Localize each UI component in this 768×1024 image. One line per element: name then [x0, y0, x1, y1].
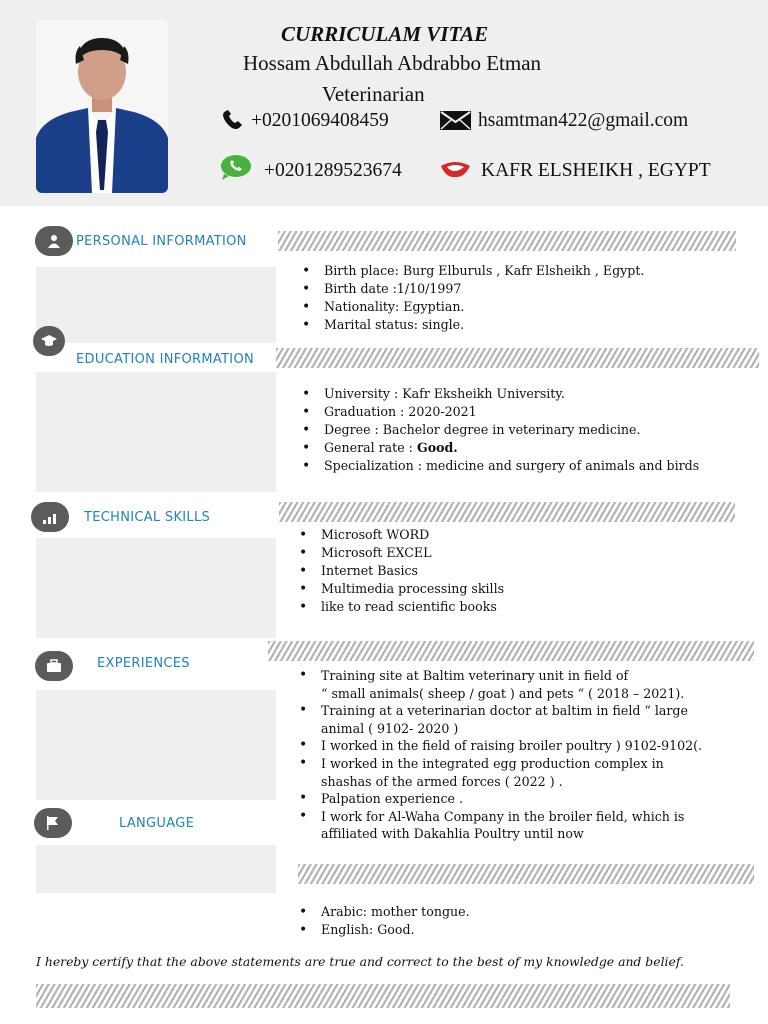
experiences-list	[297, 667, 702, 843]
language-list	[297, 903, 470, 939]
list-item: • Graduation : 2020-2021	[300, 403, 699, 421]
list-item: • Training at a veterinarian doctor at baltim in field “ large animal ( 9102- 2020 )	[297, 702, 702, 737]
phone-number-2: +0201289523674	[264, 160, 402, 181]
list-item: • I worked in the integrated egg production complex in shashas of the armed forces ( 2022 ) .	[297, 755, 702, 790]
section-divider	[279, 502, 735, 522]
sidebar-panel	[36, 845, 276, 893]
job-role: Veterinarian	[322, 82, 425, 106]
rate-value: Good.	[416, 440, 458, 455]
list-item: • Multimedia processing skills	[297, 580, 504, 598]
list-item: • Training site at Baltim veterinary unit in field of “ small animals( sheep / goat ) and pets “ ( 2018 – 2021).	[297, 667, 702, 702]
section-title-experiences: EXPERIENCES	[97, 656, 190, 671]
list-item: • like to read scientific books	[297, 598, 504, 616]
section-title-personal: PERSONAL INFORMATION	[76, 234, 247, 249]
envelope-icon	[440, 111, 471, 134]
section-divider	[268, 641, 754, 661]
section-title-language: LANGUAGE	[119, 816, 195, 831]
phone-icon	[222, 110, 244, 134]
sidebar-panel	[36, 538, 276, 638]
flag-icon	[34, 808, 72, 838]
list-item	[300, 439, 699, 457]
sidebar-panel	[36, 267, 276, 343]
list-item: • Birth place: Burg Elburuls , Kafr Elsheikh , Egypt.	[300, 262, 644, 280]
graduation-cap-icon	[33, 326, 65, 356]
rate-label: General rate :	[324, 440, 417, 455]
sidebar-panel	[36, 690, 276, 800]
list-item: • Nationality: Egyptian.	[300, 298, 644, 316]
list-item: • Specialization : medicine and surgery of animals and birds	[300, 457, 699, 475]
skills-list	[297, 526, 504, 616]
list-item: • English: Good.	[297, 921, 470, 939]
footer-divider	[36, 984, 730, 1008]
list-item: • Microsoft EXCEL	[297, 544, 504, 562]
list-item: • I work for Al-Waha Company in the broiler field, which is affiliated with Dakahlia Poultry until now	[297, 808, 702, 843]
location-icon	[440, 160, 471, 182]
whatsapp-icon	[220, 154, 252, 184]
list-item: • Internet Basics	[297, 562, 504, 580]
user-icon	[35, 226, 73, 256]
certification-statement: I hereby certify that the above statements are true and correct to the best of my knowledge and belief.	[36, 954, 684, 969]
personal-list	[300, 262, 644, 334]
list-item: • I worked in the field of raising broiler poultry ) 9102-9102(.	[297, 737, 702, 755]
list-item: • Palpation experience .	[297, 790, 702, 808]
list-item: • Birth date :1/10/1997	[300, 280, 644, 298]
cv-title: CURRICULAM VITAE	[281, 22, 489, 46]
full-name: Hossam Abdullah Abdrabbo Etman	[243, 51, 542, 75]
phone-number-1: +0201069408459	[251, 110, 389, 131]
list-item: • University : Kafr Eksheikh University.	[300, 385, 699, 403]
list-item: • Arabic: mother tongue.	[297, 903, 470, 921]
bar-chart-icon	[31, 502, 69, 532]
email-address: hsamtman422@gmail.com	[478, 110, 689, 131]
location-text: KAFR ELSHEIKH , EGYPT	[481, 160, 711, 181]
profile-photo	[36, 20, 168, 193]
list-item: • Microsoft WORD	[297, 526, 504, 544]
section-title-skills: TECHNICAL SKILLS	[84, 510, 211, 525]
list-item: • Degree : Bachelor degree in veterinary medicine.	[300, 421, 699, 439]
section-title-education: EDUCATION INFORMATION	[76, 352, 254, 367]
section-divider	[298, 864, 754, 884]
briefcase-icon	[35, 651, 73, 681]
sidebar-panel	[36, 372, 276, 492]
section-divider	[278, 231, 736, 251]
education-list	[300, 385, 699, 475]
section-divider	[276, 348, 759, 368]
list-item: • Marital status: single.	[300, 316, 644, 334]
